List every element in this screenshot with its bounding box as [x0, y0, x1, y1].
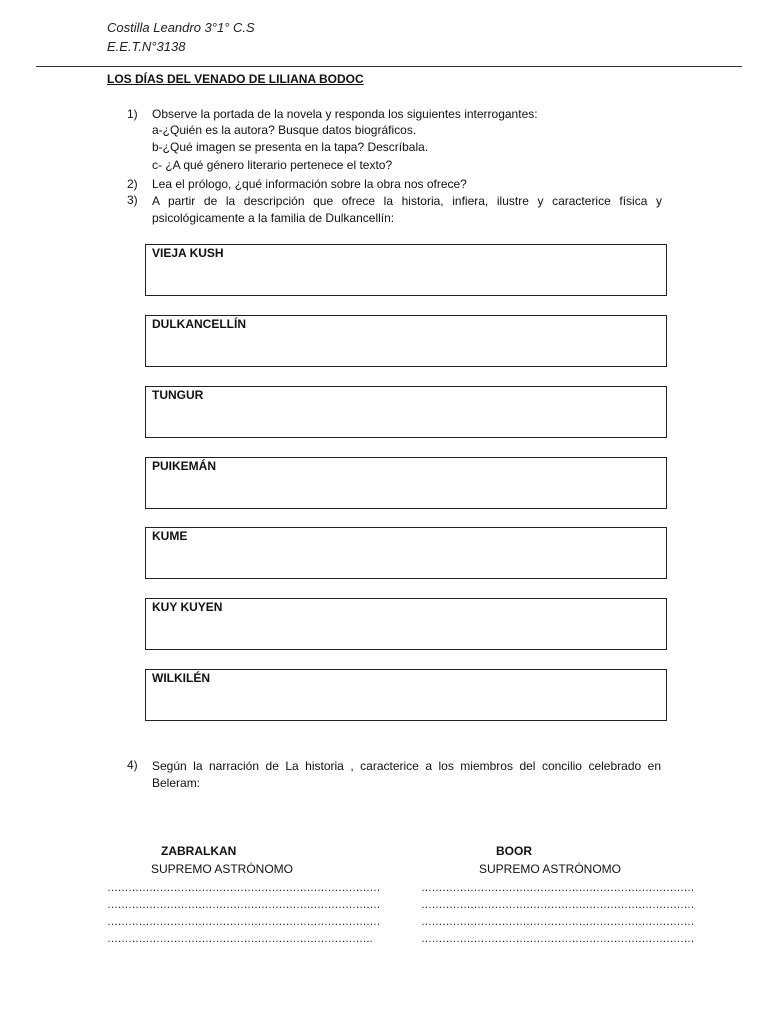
- answer-line-right-3[interactable]: ……………………………………………………………………: [421, 916, 694, 928]
- council-right-role: SUPREMO ASTRÓNOMO: [479, 862, 622, 876]
- council-left-name: ZABRALKAN: [161, 844, 237, 858]
- answer-line-left-4[interactable]: ………………………………………………………………….: [107, 933, 373, 945]
- answer-line-left-2[interactable]: ……………………………………………………………………: [107, 899, 380, 911]
- box-label: KUY KUYEN: [152, 600, 223, 614]
- page-title: LOS DÍAS DEL VENADO DE LILIANA BODOC: [107, 72, 364, 86]
- box-label: PUIKEMÁN: [152, 459, 217, 473]
- answer-line-right-2[interactable]: ……………………………………………………………………: [421, 899, 694, 911]
- answer-box-kume[interactable]: [145, 527, 667, 579]
- council-left-role: SUPREMO ASTRÓNOMO: [151, 862, 294, 876]
- answer-box-tungur[interactable]: [145, 386, 667, 438]
- question-3-number: 3): [127, 193, 138, 207]
- box-label: KUME: [152, 529, 188, 543]
- question-3-text: A partir de la descripción que ofrece la historia, infiera, ilustre y caracterice física y psicológicamente a la familia de Dulkancellín:: [152, 194, 662, 225]
- answer-box-puikeman[interactable]: [145, 457, 667, 509]
- question-4-number: 4): [127, 758, 138, 772]
- header-rule: [36, 66, 742, 67]
- council-right-name: BOOR: [496, 844, 532, 858]
- answer-line-left-1[interactable]: ……………………………………………………………………: [107, 882, 380, 894]
- school-name: E.E.T.N°3138: [107, 39, 186, 54]
- answer-box-vieja-kush[interactable]: [145, 244, 667, 296]
- question-2-number: 2): [127, 177, 138, 191]
- box-label: VIEJA KUSH: [152, 246, 224, 260]
- question-1-text: Observe la portada de la novela y responda los siguientes interrogantes:: [152, 107, 538, 121]
- answer-box-kuy-kuyen[interactable]: [145, 598, 667, 650]
- question-1-number: 1): [127, 107, 138, 121]
- answer-box-dulkancellin[interactable]: [145, 315, 667, 367]
- box-label: TUNGUR: [152, 388, 204, 402]
- answer-box-wilkilen[interactable]: [145, 669, 667, 721]
- box-label: DULKANCELLÍN: [152, 317, 246, 331]
- answer-line-right-4[interactable]: ……………………………………………………………………: [421, 933, 694, 945]
- answer-line-right-1[interactable]: ……………………………………………………………………: [421, 882, 694, 894]
- question-4-text: Según la narración de La historia , caracterice a los miembros del concilio celebrado en Beleram:: [152, 759, 661, 790]
- question-1b: b-¿Qué imagen se presenta en la tapa? Descríbala.: [152, 140, 429, 154]
- student-name: Costilla Leandro 3°1° C.S: [107, 20, 255, 35]
- box-label: WILKILÉN: [152, 671, 210, 685]
- question-2-text: Lea el prólogo, ¿qué información sobre la obra nos ofrece?: [152, 177, 467, 191]
- question-1c: c- ¿A qué género literario pertenece el texto?: [152, 158, 393, 172]
- answer-line-left-3[interactable]: ……………………………………………………………………: [107, 916, 380, 928]
- question-1a: a-¿Quién es la autora? Busque datos biográficos.: [152, 123, 417, 137]
